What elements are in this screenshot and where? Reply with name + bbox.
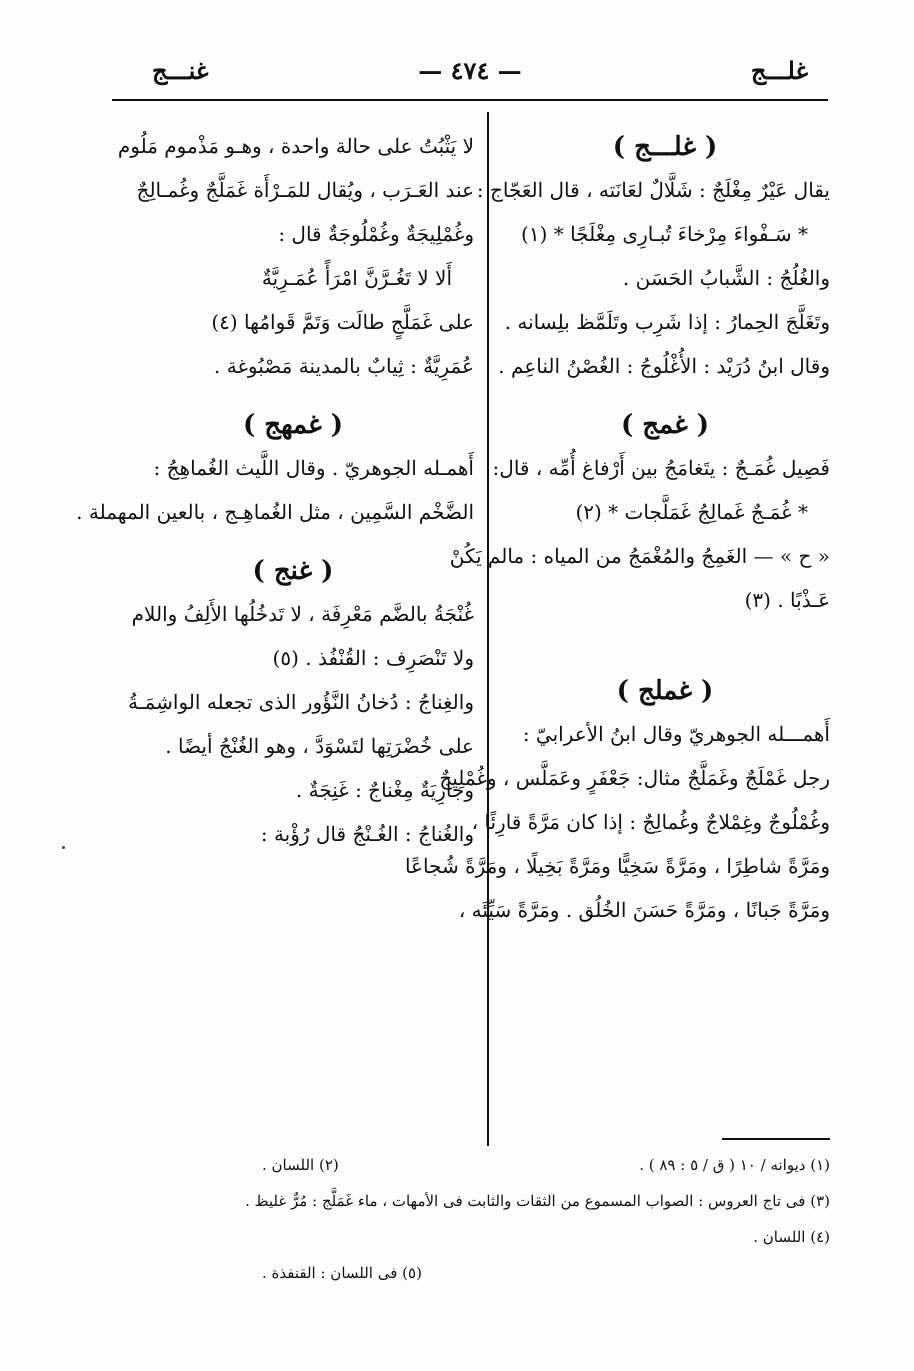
text-line: ولا تَنْصَرِف : القُنْفُذ . (٥) <box>272 646 474 670</box>
footnote-5: (٥) فى اللسان : القنفذة . <box>262 1264 422 1282</box>
text-line: لا يَثْبُتُ على حالة واحدة ، وهـو مَذْموم مَلُوم <box>117 134 474 158</box>
text-line: وتَغَلَّجَ الحِمارُ : إذا شَرِب وتَلَمَّظ بلِسانه . <box>504 310 830 334</box>
text-line: والغِناجُ : دُخانُ النَّؤُور الذى تجعله الواشِمَـةُ <box>128 690 474 714</box>
page-header <box>112 52 828 96</box>
text-line: يقال عَيْرٌ مِغْلَجٌ : شَلَّالٌ لعَانَته ، قال العَجّاج : <box>476 178 830 202</box>
header-rule <box>112 99 828 101</box>
text-line: فَصِيل غُمَـجٌ : يتَغامَجُ بين أَرْفاغ أُمِّه ، قال: <box>492 456 830 480</box>
text-line: أَهمـــله الجوهريّ وقال ابنُ الأعرابيّ : <box>522 722 830 746</box>
footnotes-rule <box>722 1138 830 1140</box>
text-line: وقال ابنُ دُرَيْد : الأُغْلُوجُ : الغُصْنُ الناعِم . <box>498 354 830 378</box>
text-line: عَـذْبًا . (٣) <box>744 588 830 612</box>
text-line: وجارِيَةٌ مِغْناجٌ : غَنِجَةٌ . <box>295 778 474 802</box>
footnote-3: (٣) فى تاج العروس : الصواب المسموع من الثقات والثابت فى الأمهات ، ماء غَمَلَّج : مُرٌّ غليظ . <box>245 1192 830 1210</box>
footnote-2: (٢) اللسان . <box>262 1156 339 1174</box>
text-line: وغُمْلِيجَةٌ وغُمْلُوجَةٌ قال : <box>278 222 474 246</box>
page-number: — ٤٧٤ — <box>418 56 522 85</box>
verse-line: * سَـفْواءَ مِرْخاءَ تُبـارِى مِغْلَجًا * (١) <box>521 222 808 246</box>
text-line: أَهمـله الجوهريّ . وقال اللَّيث الغُماهِجُ : <box>153 456 474 480</box>
entry-heading-ghmlj: ( غملج ) <box>616 676 714 706</box>
header-left-word: غنـــج <box>152 56 209 85</box>
header-right-word: غلـــج <box>750 56 808 85</box>
left-column <box>76 132 474 864</box>
text-line: ومَرَّةً شاطِرًا ، ومَرَّةً سَخِيًّا ومَرَّةً بَخِيلًا ، ومَرَّةً شُجاعًا <box>404 854 830 878</box>
text-line: والغُلُجُ : الشَّبابُ الحَسَن . <box>622 266 830 290</box>
entry-heading-ghmj: ( غمج ) <box>620 410 710 440</box>
footnote-4: (٤) اللسان . <box>753 1228 830 1246</box>
verse-line: * غُمَـجٌ غَمالِجُ غَمَلَّجات * (٢) <box>575 500 808 524</box>
footnote-1: (١) ديوانه / ١٠ ( ق / ٥ : ٨٩ ) . <box>639 1156 830 1174</box>
right-column <box>404 132 830 940</box>
text-line: رجل غَمْلَجٌ وغَمَلَّجٌ مثال: جَعْفَرٍ وعَمَلَّس ، وغُمْلِيجٌ <box>439 766 830 790</box>
footnotes <box>112 1156 830 1300</box>
text-line: غُنْجَةُ بالضَّم مَعْرِفَة ، لا تَدخُلُها الأَلِفُ واللام <box>131 602 474 626</box>
verse-line: أَلا لا تَغُـرَّنَّ امْرَأً عُمَـرِيَّةٌ <box>261 266 452 290</box>
text-line: ومَرَّةً جَبانًا ، ومَرَّةً حَسَنَ الخُلُق . ومَرَّةً سَيِّئَه ، <box>458 898 830 922</box>
text-line: عند العَـرَب ، ويُقال للمَـرْأَة غَمَلَّجٌ وغُمـالِجٌ <box>136 178 474 202</box>
entry-heading-ghnj: ( غنج ) <box>252 556 334 586</box>
text-line: على خُضْرَتِها لتَسْوَدَّ ، وهو الغُنْجُ أيضًا . <box>165 734 474 758</box>
entry-heading-ghmhj: ( غمهج ) <box>242 410 344 440</box>
text-line: وغُمْلُوجٌ وغِمْلاجٌ وغُمالِجٌ : إذا كان مَرَّةً قارِئًا ، <box>471 810 830 834</box>
entry-heading-ghlj: ( غلـــج ) <box>612 132 718 162</box>
verse-line: على غَمَلَّجٍ طالَت وَتَمَّ قَوامُها (٤) <box>211 310 474 334</box>
text-line: الضَّخْم السَّمِين ، مثل الغُماهِـج ، بالعين المهملة . <box>76 500 474 524</box>
text-line: عُمَرِيَّةٌ : ثِيابٌ بالمدينة مَصْبُوغة . <box>214 354 474 378</box>
column-divider <box>487 112 489 1146</box>
text-line: والغُناجُ : الغُـنْجُ قال رُؤْبة : <box>260 822 474 846</box>
text-line: « ح » — الغَمِجُ والمُغْمَجُ من المياه : مالم يَكُنْ <box>449 544 830 568</box>
scan-speck <box>62 846 65 849</box>
